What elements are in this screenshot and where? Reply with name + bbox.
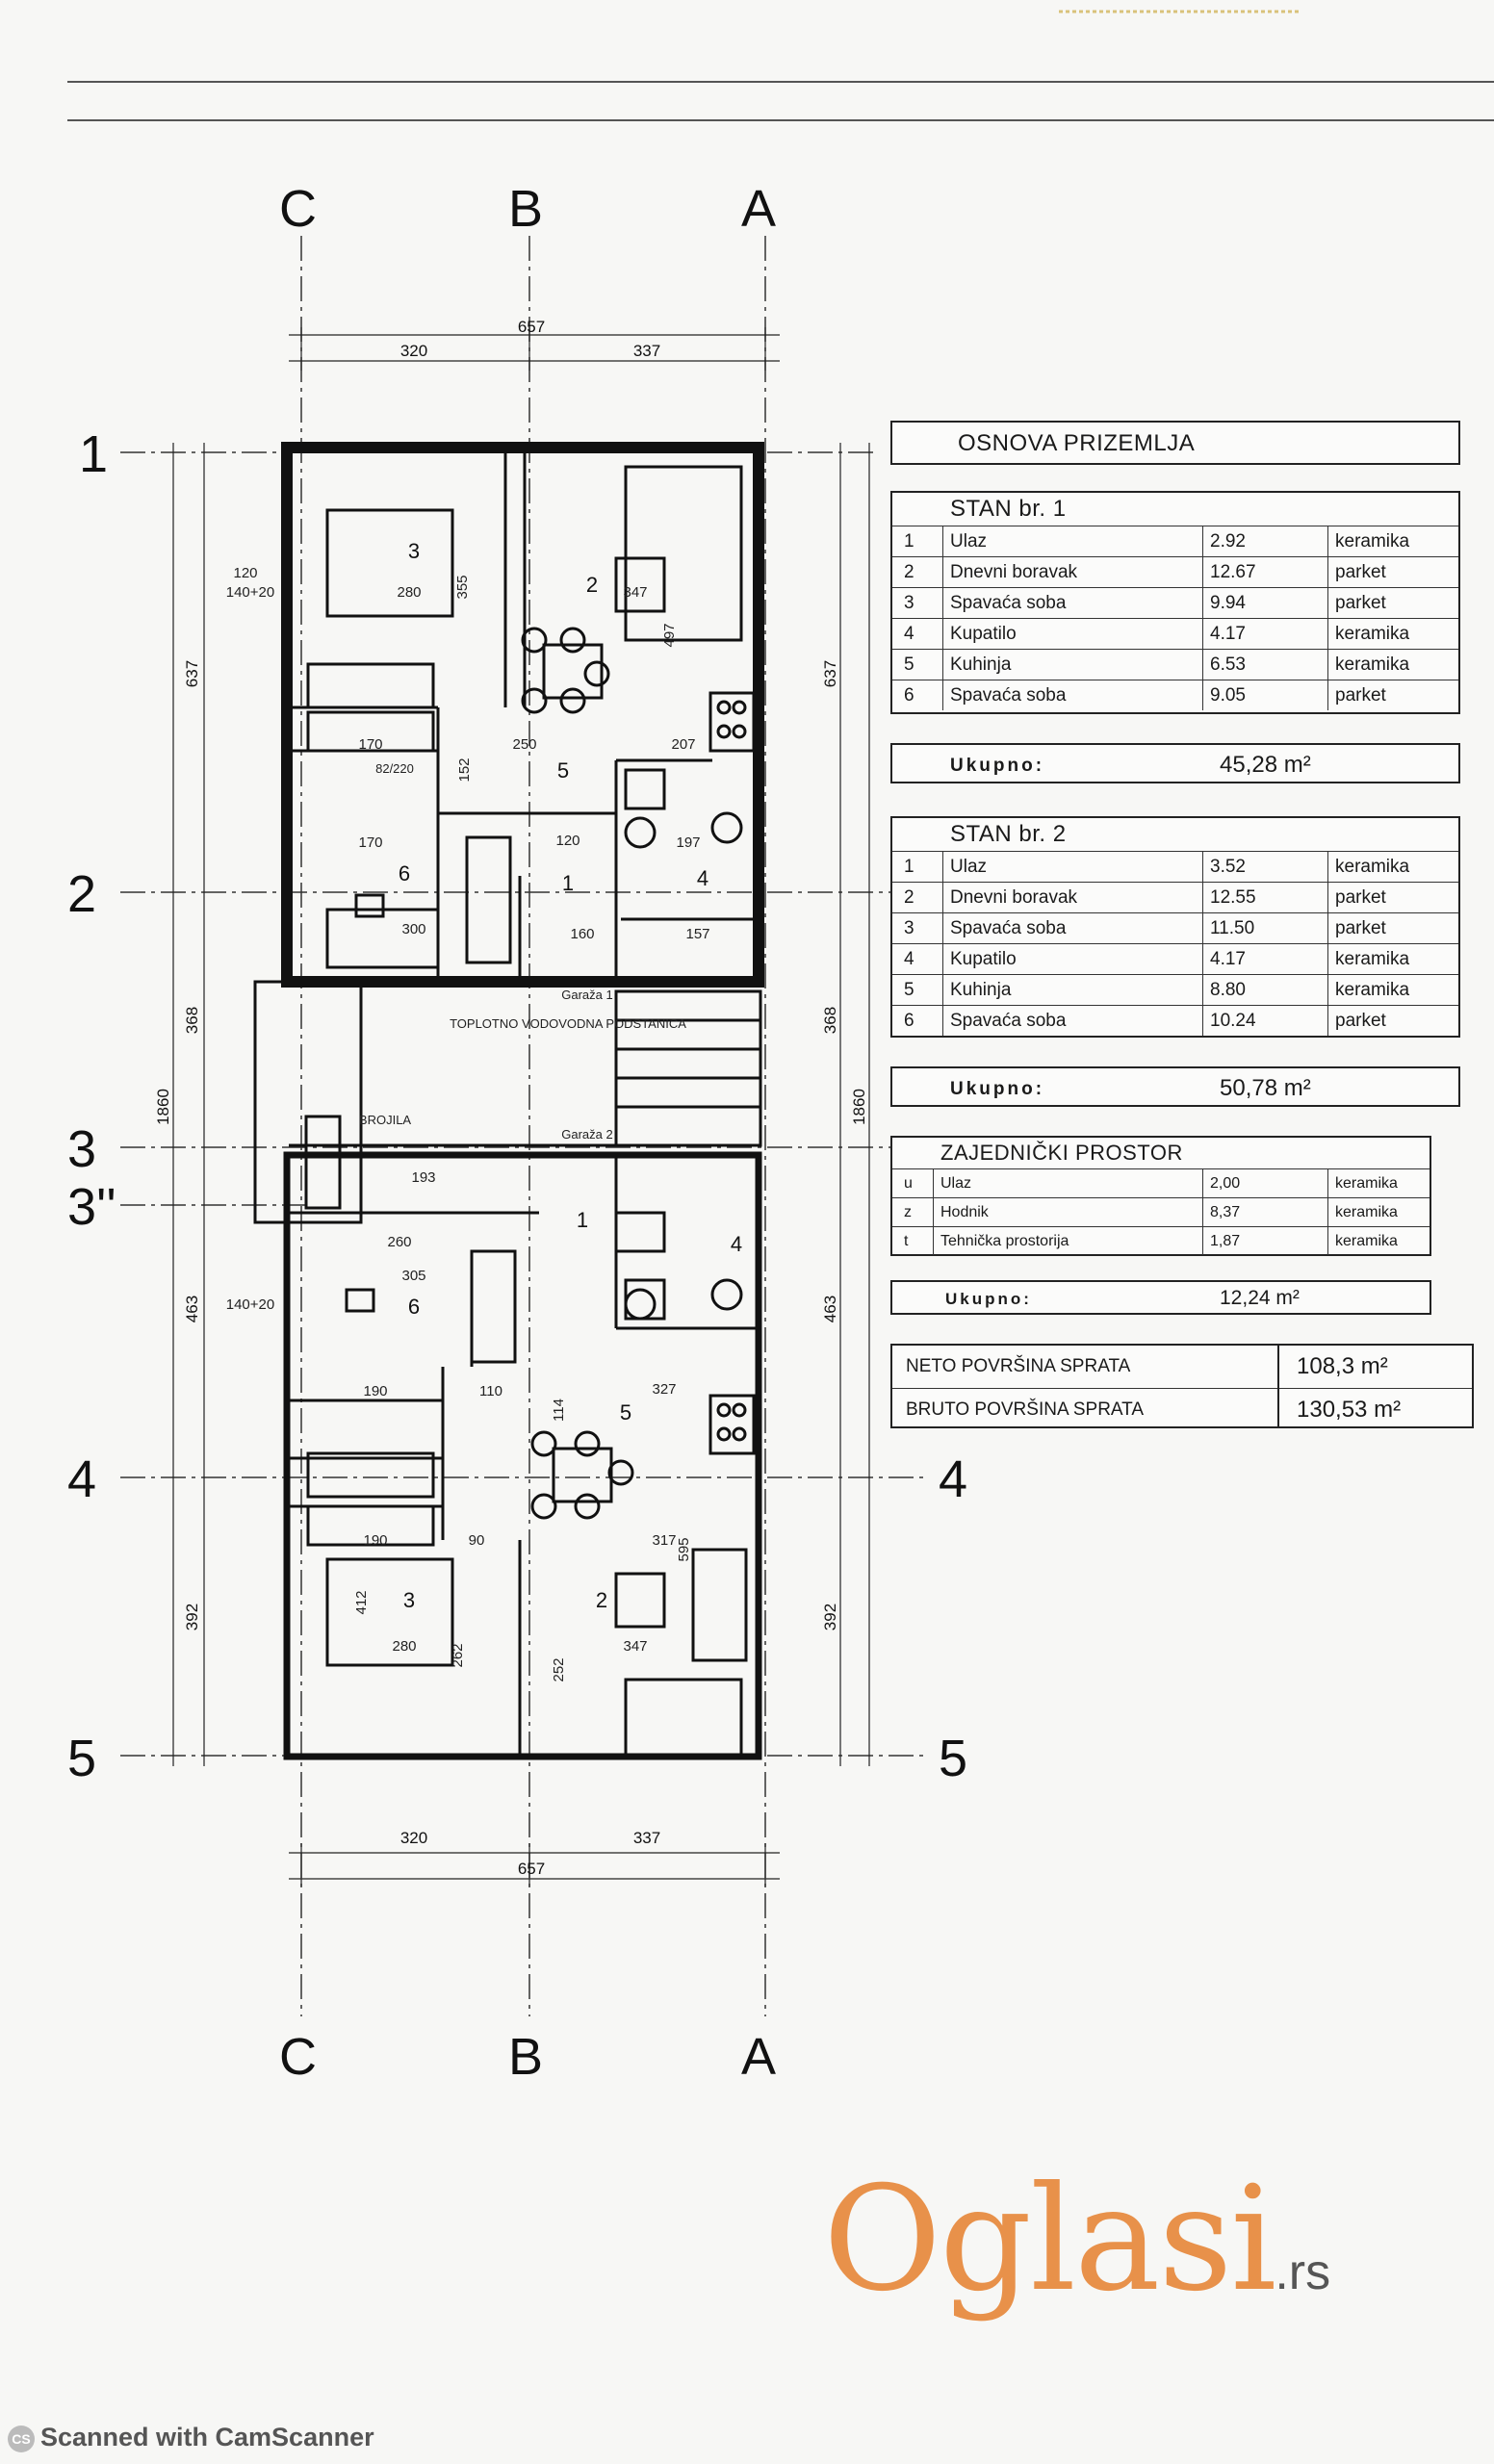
- apartment1-row: [892, 649, 1458, 680]
- apartment1-floor-type: parket: [1335, 684, 1386, 706]
- scanner-footer: [8, 2423, 374, 2452]
- apartment2-row-number: 5: [904, 979, 914, 1000]
- dim-bottom-320: 320: [399, 1829, 428, 1847]
- plan-dim-u6: 207: [671, 736, 696, 753]
- net-area-value: 108,3 m²: [1297, 1353, 1388, 1379]
- apartment2-room-name: Dnevni boravak: [950, 886, 1078, 908]
- floor-area-summary: [890, 1344, 1474, 1428]
- axis-label-b-top: B: [508, 180, 544, 238]
- axis-label-c-bottom: C: [279, 2028, 317, 2086]
- apartment2-row: [892, 1005, 1458, 1036]
- common-floor-type: keramika: [1335, 1232, 1398, 1249]
- apartment2-room-name: Kuhinja: [950, 979, 1012, 1000]
- apartment2-row: [892, 851, 1458, 882]
- axis-bubbles: [67, 180, 967, 2086]
- plan-dim-l1: 260: [387, 1234, 412, 1250]
- plan-dim-l9: 317: [652, 1532, 677, 1549]
- apartment-2-header: STAN br. 2: [950, 821, 1067, 847]
- apartment2-row-number: 4: [904, 948, 914, 969]
- dim-top-657: 657: [517, 318, 546, 336]
- axis-label-5-right: 5: [939, 1730, 968, 1787]
- apartment1-floor-type: keramika: [1335, 654, 1410, 675]
- plan-dim-u2: 347: [623, 584, 648, 601]
- common-space-total-label: Ukupno:: [945, 1290, 1032, 1308]
- dim-top-320: 320: [399, 342, 428, 360]
- apartment2-row-number: 6: [904, 1010, 914, 1031]
- apartment2-floor-type: parket: [1335, 917, 1386, 938]
- garage-1-label: Garaža 1: [561, 988, 613, 1002]
- common-row: [892, 1226, 1430, 1255]
- apartment2-room-name: Ulaz: [950, 856, 988, 877]
- axis-label-5: 5: [67, 1730, 97, 1787]
- axis-label-2: 2: [67, 865, 97, 923]
- common-row: [892, 1197, 1430, 1226]
- apartment1-floor-type: keramika: [1335, 623, 1410, 644]
- apartment-2-total-label: Ukupno:: [950, 1079, 1045, 1099]
- plan-dim-u15: 140+20: [225, 584, 275, 601]
- plan-dim-u0: 280: [397, 584, 422, 601]
- plan-dim-l2: 305: [401, 1268, 426, 1284]
- apartment-2-table: [890, 816, 1460, 1038]
- common-room-name: Tehnička prostorija: [940, 1232, 1069, 1249]
- room-label-lower-5: 5: [619, 1400, 632, 1424]
- common-room-area: 8,37: [1210, 1203, 1241, 1220]
- common-room-area: 2,00: [1210, 1174, 1241, 1192]
- apartment-1-total: [890, 743, 1460, 783]
- apartment-2-total-value: 50,78 m²: [1220, 1075, 1311, 1101]
- dim-left-392: 392: [183, 1603, 201, 1631]
- apartment2-room-area: 12.55: [1210, 886, 1256, 908]
- dim-top-337: 337: [632, 342, 661, 360]
- common-floor-type: keramika: [1335, 1203, 1398, 1220]
- room-label-upper-2: 2: [585, 573, 599, 597]
- apartment2-floor-type: keramika: [1335, 948, 1410, 969]
- plan-dim-l4: 110: [479, 1383, 502, 1399]
- apartment1-row-number: 1: [904, 530, 914, 552]
- common-space-total: [890, 1280, 1431, 1315]
- common-room-name: Ulaz: [940, 1174, 972, 1192]
- camscanner-icon: CS: [8, 2426, 35, 2452]
- apartment-1-total-label: Ukupno:: [950, 756, 1045, 776]
- plan-dim-u5: 250: [512, 736, 537, 753]
- axis-label-3: 3: [67, 1120, 97, 1178]
- apartment1-room-name: Spavaća soba: [950, 592, 1067, 613]
- apartment2-row: [892, 974, 1458, 1005]
- plan-dim-l5: 327: [652, 1381, 677, 1398]
- dim-left-1860: 1860: [154, 1089, 172, 1125]
- plan-dim-l11: 347: [623, 1638, 648, 1655]
- common-space-table: [890, 1136, 1431, 1256]
- axis-label-a-top: A: [741, 180, 777, 238]
- plan-dim-u12: 157: [685, 926, 710, 942]
- apartment2-room-area: 11.50: [1210, 917, 1255, 938]
- apartment1-row: [892, 556, 1458, 587]
- apartment2-room-name: Spavaća soba: [950, 917, 1067, 938]
- plan-dim-u1: 355: [454, 575, 471, 600]
- plan-dim-l10: 280: [392, 1638, 417, 1655]
- apartment2-room-area: 4.17: [1210, 948, 1246, 969]
- apartment1-room-area: 6.53: [1210, 654, 1246, 675]
- dim-left-637: 637: [183, 659, 201, 688]
- apartment2-row: [892, 943, 1458, 974]
- axis-label-4: 4: [67, 1450, 97, 1508]
- apartment1-room-area: 2.92: [1210, 530, 1246, 552]
- apartment2-row-number: 3: [904, 917, 914, 938]
- oglasi-logo: [823, 2156, 1330, 2323]
- common-room-name: Hodnik: [940, 1203, 989, 1220]
- meters-label: BROJILA: [358, 1113, 412, 1127]
- common-row-number: u: [904, 1174, 913, 1192]
- oglasi-logo-brand: Oglasi: [823, 2156, 1275, 2323]
- apartment1-row-number: 4: [904, 623, 914, 644]
- apartment2-floor-type: parket: [1335, 886, 1386, 908]
- axis-label-b-bottom: B: [508, 2028, 544, 2086]
- plan-dim-u8: 170: [358, 834, 383, 851]
- dim-right-463: 463: [821, 1295, 839, 1323]
- apartment1-room-area: 12.67: [1210, 561, 1256, 582]
- apartment1-row: [892, 526, 1458, 556]
- room-label-upper-5: 5: [556, 758, 570, 783]
- apartment-1-total-value: 45,28 m²: [1220, 752, 1311, 778]
- gross-area-label: BRUTO POVRŠINA SPRATA: [906, 1399, 1145, 1420]
- common-row: [892, 1168, 1430, 1197]
- plan-dim-u4: 170: [358, 736, 383, 753]
- plan-dim-l16: 140+20: [225, 1296, 275, 1313]
- dim-left-463: 463: [183, 1295, 201, 1323]
- axis-label-1: 1: [79, 425, 109, 483]
- schedule-title: OSNOVA PRIZEMLJA: [958, 430, 1196, 456]
- apartment1-row: [892, 680, 1458, 710]
- room-label-lower-1: 1: [576, 1208, 589, 1232]
- dim-right-368: 368: [821, 1006, 839, 1035]
- dim-right-1860: 1860: [850, 1089, 868, 1125]
- dim-right-637: 637: [821, 659, 839, 688]
- room-label-upper-6: 6: [398, 861, 411, 886]
- apartment1-floor-type: parket: [1335, 561, 1386, 582]
- apartment2-room-area: 3.52: [1210, 856, 1246, 877]
- axis-label-4-right: 4: [939, 1450, 968, 1508]
- apartment2-floor-type: keramika: [1335, 856, 1410, 877]
- schedule-title-box: [890, 421, 1460, 465]
- apartment2-room-name: Spavaća soba: [950, 1010, 1067, 1031]
- apartment2-row-number: 1: [904, 856, 914, 877]
- oglasi-logo-tld: .rs: [1275, 2245, 1331, 2300]
- plan-dim-l14: 252: [551, 1657, 567, 1682]
- dim-bottom-337: 337: [632, 1829, 661, 1847]
- apartment1-row-number: 2: [904, 561, 914, 582]
- gross-area-value: 130,53 m²: [1297, 1396, 1402, 1423]
- room-label-lower-4: 4: [730, 1232, 743, 1256]
- apartment1-room-name: Spavaća soba: [950, 684, 1067, 706]
- plan-dim-l0: 193: [411, 1169, 436, 1186]
- apartment1-room-name: Kuhinja: [950, 654, 1012, 675]
- plan-dim-l12: 412: [353, 1590, 370, 1615]
- plan-dim-u7: 152: [456, 757, 473, 783]
- plan-dim-l7: 190: [363, 1532, 388, 1549]
- heat-station-label: TOPLOTNO VODOVODNA PODSTANICA: [450, 1016, 686, 1031]
- apartment-2-total: [890, 1066, 1460, 1107]
- plan-dim-l8: 90: [468, 1532, 485, 1549]
- apartment-1-header: STAN br. 1: [950, 496, 1067, 522]
- dim-right-392: 392: [821, 1603, 839, 1631]
- common-floor-type: keramika: [1335, 1174, 1398, 1192]
- door-label: 82/220: [375, 761, 414, 776]
- apartment1-row-number: 6: [904, 684, 914, 706]
- garage-2-label: Garaža 2: [561, 1127, 613, 1142]
- common-space-header: ZAJEDNIČKI PROSTOR: [940, 1141, 1183, 1165]
- axis-label-a-bottom: A: [741, 2028, 777, 2086]
- apartment1-room-area: 9.94: [1210, 592, 1246, 613]
- plan-dim-u13: 197: [676, 834, 701, 851]
- apartment2-floor-type: keramika: [1335, 979, 1410, 1000]
- apartment2-row: [892, 912, 1458, 943]
- plan-dim-u9: 120: [555, 833, 580, 849]
- apartment2-room-area: 8.80: [1210, 979, 1246, 1000]
- apartment1-floor-type: parket: [1335, 592, 1386, 613]
- plan-dim-l15: 595: [676, 1537, 692, 1562]
- plan-dim-u3: 497: [661, 623, 678, 648]
- dim-bottom-657: 657: [517, 1860, 546, 1878]
- plan-dim-u14: 120: [233, 565, 258, 581]
- common-space-total-value: 12,24 m²: [1220, 1287, 1300, 1309]
- apartment2-row: [892, 882, 1458, 912]
- common-row-number: t: [904, 1232, 909, 1249]
- plan-dim-l13: 262: [450, 1643, 466, 1668]
- apartment1-floor-type: keramika: [1335, 530, 1410, 552]
- plan-dim-l6: 114: [551, 1399, 567, 1422]
- dim-left-368: 368: [183, 1006, 201, 1035]
- room-label-lower-3: 3: [402, 1588, 416, 1612]
- apartment1-room-name: Dnevni boravak: [950, 561, 1078, 582]
- plan-dim-u10: 300: [401, 921, 426, 937]
- apartment1-room-area: 9.05: [1210, 684, 1246, 706]
- apartment1-room-name: Ulaz: [950, 530, 988, 552]
- apartment2-room-name: Kupatilo: [950, 948, 1017, 969]
- apartment2-row-number: 2: [904, 886, 914, 908]
- apartment1-room-name: Kupatilo: [950, 623, 1017, 644]
- apartment1-row: [892, 618, 1458, 649]
- net-area-label: NETO POVRŠINA SPRATA: [906, 1356, 1131, 1376]
- apartment-1-table: [890, 491, 1460, 714]
- room-label-upper-3: 3: [407, 539, 421, 563]
- axis-label-3b: 3'': [67, 1178, 116, 1236]
- axis-label-c-top: C: [279, 180, 317, 238]
- apartment1-row-number: 3: [904, 592, 914, 613]
- apartment2-floor-type: parket: [1335, 1010, 1386, 1031]
- room-label-lower-2: 2: [595, 1588, 608, 1612]
- scanner-footer-text: Scanned with CamScanner: [40, 2423, 374, 2451]
- plan-dim-u11: 160: [570, 926, 595, 942]
- common-room-area: 1,87: [1210, 1232, 1241, 1249]
- room-label-lower-6: 6: [407, 1295, 421, 1319]
- apartment1-row: [892, 587, 1458, 618]
- room-label-upper-1: 1: [561, 871, 575, 895]
- room-label-upper-4: 4: [696, 866, 709, 890]
- apartment1-room-area: 4.17: [1210, 623, 1246, 644]
- apartment1-row-number: 5: [904, 654, 914, 675]
- plan-dim-l3: 190: [363, 1383, 388, 1399]
- apartment2-room-area: 10.24: [1210, 1010, 1256, 1031]
- common-row-number: z: [904, 1203, 912, 1220]
